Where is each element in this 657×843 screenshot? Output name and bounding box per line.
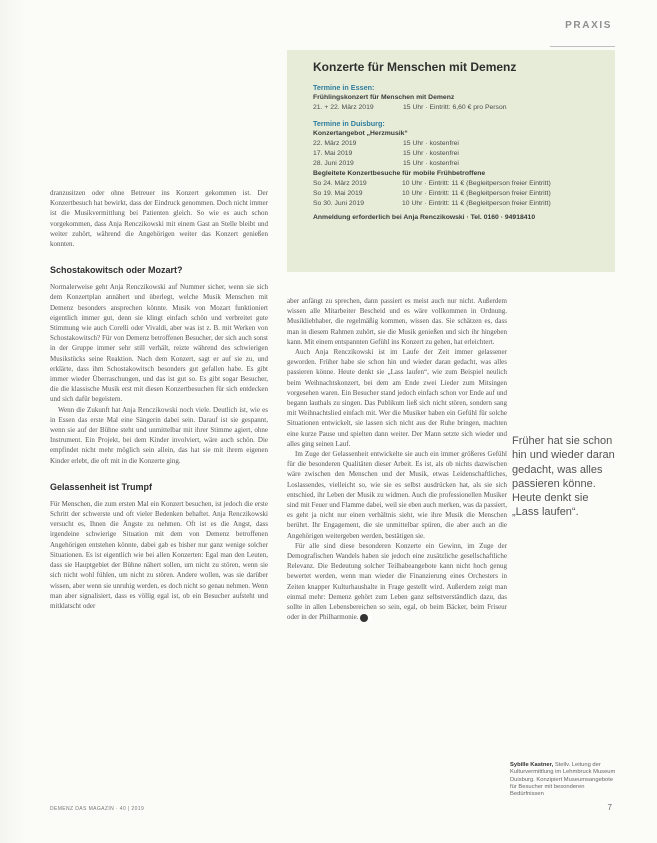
visit-row xyxy=(313,199,605,209)
duisburg-row xyxy=(313,139,605,149)
duisburg-date: 28. Juni 2019 xyxy=(313,160,354,167)
essen-row xyxy=(313,103,605,113)
body-paragraph xyxy=(287,541,507,623)
visit-row xyxy=(313,179,605,189)
body-paragraph: Auch Anja Renczikowski ist im Laufe der Zeit immer gelassener geworden. Früher habe sie schon hin und wieder daran gedacht, was alles passieren könne. Heute denkt sie „Lass laufen“, wie zum Beispiel neulich beim Weihnachtskonzert, bei dem am Ende zwei Lieder zum Mitsingen vorgesehen waren. Ein Besucher stand jedoch einfach schon vor Ende auf und begann lauthals zu singen. Das Publikum ließ sich nicht stören, sondern sang mit Weihnachtslied einfach mit. Wer die Musiker haben ein Gefühl für solche Situationen entwickelt, sie lassen sich nicht aus der Ruhe bringen, machten eine kurze Pause und spielten dann weiter. Der Mann setzte sich wieder und alles ging seinen Lauf. xyxy=(287,348,507,448)
intro-paragraph: dranzusitzen oder ohne Betreuer ins Konzert gekommen ist. Der Konzertbesuch hat bewirkt, dass der Eindruck genommen. Doch nicht immer ist die Musikvermittlung bei Patienten gleich. So wie es auch schon vorgekommen, dass Anja Renczikowski mit einem Gast an Stelle bleibt und weiter zuhört, während die Angehörigen weiter das Konzert genießen konnten. xyxy=(50,189,268,249)
essen-event: Frühlingskonzert für Menschen mit Demenz xyxy=(313,94,455,101)
duisburg-row xyxy=(313,159,605,169)
visits-heading: Begleitete Konzertbesuche für mobile Frühbetroffene xyxy=(313,170,486,177)
subheading: Gelassenheit ist Trumpf xyxy=(50,481,153,492)
body-paragraph: aber anfängt zu sprechen, dann passiert es meist auch nur nicht. Außerdem wissen alle Mitarbeiter Bescheid und es wäre vollkommen in Ordnung. Musikliebhaber, die regelmäßig kommen, wissen das. Sie schätzen es, dass man in diesem Rahmen zuhört, sie die Musik genießen und sich ihr hingeben kann. Mit einem entspannten Gefühl ins Konzert zu gehen, hat erleichtert. xyxy=(287,297,507,346)
body-paragraph: Wenn die Zukunft hat Anja Renczikowski noch viele. Deutlich ist, wie es in Essen das erste Mal eine Sängerin dabei sein. Darauf ist sie gespannt, wenn sie auf der Bühne steht und unmittelbar mit ihrer Stimme agiert, ohne Instrument. Ein Projekt, bei dem Kinder involviert, wäre auch schön. Die empfindet nicht mehr möglich sein allein, das hat sie mit ihrem eigenen Kinder erlebt, die oft mit in die Konzerte ging. xyxy=(50,405,268,465)
duisburg-row xyxy=(313,149,605,159)
duisburg-offer: Konzertangebot „Herzmusik“ xyxy=(313,130,408,137)
essen-heading: Termine in Essen: xyxy=(313,83,375,92)
duisburg-detail: 15 Uhr · kostenfrei xyxy=(403,140,459,147)
author-caption xyxy=(510,762,618,798)
visit-date: So 19. Mai 2019 xyxy=(313,190,363,197)
pull-quote: Früher hat sie schon hin und wieder daran gedacht, was alles passieren könne. Heute denkt sie „Lass laufen“. xyxy=(512,435,615,519)
body-paragraph: Für Menschen, die zum ersten Mal ein Konzert besuchen, ist jedoch die erste Schritt der schwerste und oft vieler Bedenken behaftet. Anja Renczikowski versucht es, Ihnen die Ängste zu nehmen. Oft ist es die Angst, dass irgendeine schwierige Situation mit dem von Demenz betroffenen Angehörigen entstehen könnte, dabei gab es bisher nur ganz wenige solcher Situationen. Es ist eigentlich wie bei allen Konzerten: Egal man den Leuten, dass sie Hauptgebiet der Bühne nähert sollen, um nicht zu stören, wenn sie sich nicht wohl fühlen, um nicht zu stören. Andere wollen, was sie darüber wissen, aber wenn sie unruhig werden, es doch nicht so genau nehmen. Wenn man aber signalisiert, dass es völlig egal ist, ob ein Besucher aufsteht und mitklatscht oder xyxy=(50,499,268,610)
visit-detail: 10 Uhr · Eintritt: 11 € (Begleitperson freier Eintritt) xyxy=(402,180,551,187)
visit-date: So 30. Juni 2019 xyxy=(313,200,365,207)
registration-info: Anmeldung erforderlich bei Anja Renczikowski · Tel. 0160 · 94918410 xyxy=(313,214,536,221)
end-mark-icon: ◆ xyxy=(360,614,368,622)
essen-date: 21. + 22. März 2019 xyxy=(313,104,374,111)
article-column-left xyxy=(50,188,268,611)
duisburg-date: 17. Mai 2019 xyxy=(313,150,353,157)
body-paragraph: Normalerweise geht Anja Renczikowski auf Nummer sicher, wenn sie sich dem Konzertplan annähert und überlegt, welche Musik Menschen mit Demenz besonders ansprechen könnte. Musik von Mozart funktioniert eigentlich immer gut, denn sie klingt einfach schön und verbreitet gute Stimmung wie auch Corelli oder Vivaldi, aber was ist z. B. mit Werken von Schostakowitsch? Für von Demenz betroffenen Besucher, der sich auch sonst in der Gruppe immer sehr still verhält, reizte während des schwierigen Musikstücks seine Reaktion. Nach dem Konzert, sagt er auf sie zu, und erklärte, dass ihm Schostakowitsch besonders gut gefallen habe. Es gibt immer wieder Überraschungen, und das ist gut so. Es gibt sogar Besucher, die die klassische Musik erst mit diesen Konzertbesuchen für sich entdecken und sich dafür begeistern. xyxy=(50,283,268,404)
header-rule xyxy=(550,46,615,47)
duisburg-date: 22. März 2019 xyxy=(313,140,357,147)
closing-text: Für alle sind diese besonderen Konzerte ein Gewinn, im Zuge der Demografischen Wandels haben sie jedoch eine zusätzliche gesellschaftliche Relevanz. Die Bedeutung solcher Teilhabeangebote kann nicht hoch genug bewertet werden, wenn man wieder die Finanzierung eines Orchesters in Zeiten knapper Kulturhaushalte in Frage gestellt wird. Außerdem zeigt man einmal mehr: Demenz gehört zum Leben ganz selbstverständlich dazu, das sollte in allen Lebensbereichen so sein, egal, ob beim Bäcker, beim Friseur oder in der Philharmonie. xyxy=(287,541,507,622)
caption-text: Stellv. Leitung der Kulturvermittlung im Lehmbruck Museum Duisburg. Konzipiert Museumsangebote für Besucher mit besonderen Bedürfnissen xyxy=(510,762,616,798)
duisburg-detail: 15 Uhr · kostenfrei xyxy=(403,160,459,167)
caption-name: Sybille Kastner, xyxy=(510,762,554,768)
visit-date: So 24. März 2019 xyxy=(313,180,367,187)
duisburg-heading: Termine in Duisburg: xyxy=(313,119,385,128)
page-number: 7 xyxy=(607,803,612,812)
subheading: Schostakowitsch oder Mozart? xyxy=(50,265,183,276)
essen-detail: 15 Uhr · Eintritt: 6,60 € pro Person xyxy=(403,104,507,111)
section-label: PRAXIS xyxy=(565,20,612,31)
footer-magazine: DEMENZ DAS MAGAZIN · 40 | 2019 xyxy=(50,806,145,812)
info-box-title: Konzerte für Menschen mit Demenz xyxy=(313,60,517,74)
article-column-right xyxy=(287,296,507,623)
visit-detail: 10 Uhr · Eintritt: 11 € (Begleitperson freier Eintritt) xyxy=(402,200,551,207)
concert-info-box xyxy=(287,50,615,272)
body-paragraph: Im Zuge der Gelassenheit entwickelte sie auch ein immer größeres Gefühl für die besonderen Qualitäten dieser Arbeit. Es ist, als ob nichts dazwischen wäre zwischen den Menschen und der Musik, etwas Leidenschaftliches, Loslassendes, vielleicht so, wie sie es selbst ausdrücken hat, als sie sich entschied, ihr Leben der Musik zu widmen. Auch die professionellen Musiker sind mit Feuer und Flamme dabei, weil sie eben auch merken, was da passiert, es geht ja nicht nur einen verhältnis sieht, wie ihre Musik die Menschen berührt. Ihr Engagement, die sie unmittelbar spüren, die aber auch an die Angehörigen weitergeben werden, bestätigen sie. xyxy=(287,450,507,540)
visit-detail: 10 Uhr · Eintritt: 11 € (Begleitperson freier Eintritt) xyxy=(402,190,551,197)
visit-row xyxy=(313,189,605,199)
duisburg-detail: 15 Uhr · kostenfrei xyxy=(403,150,459,157)
